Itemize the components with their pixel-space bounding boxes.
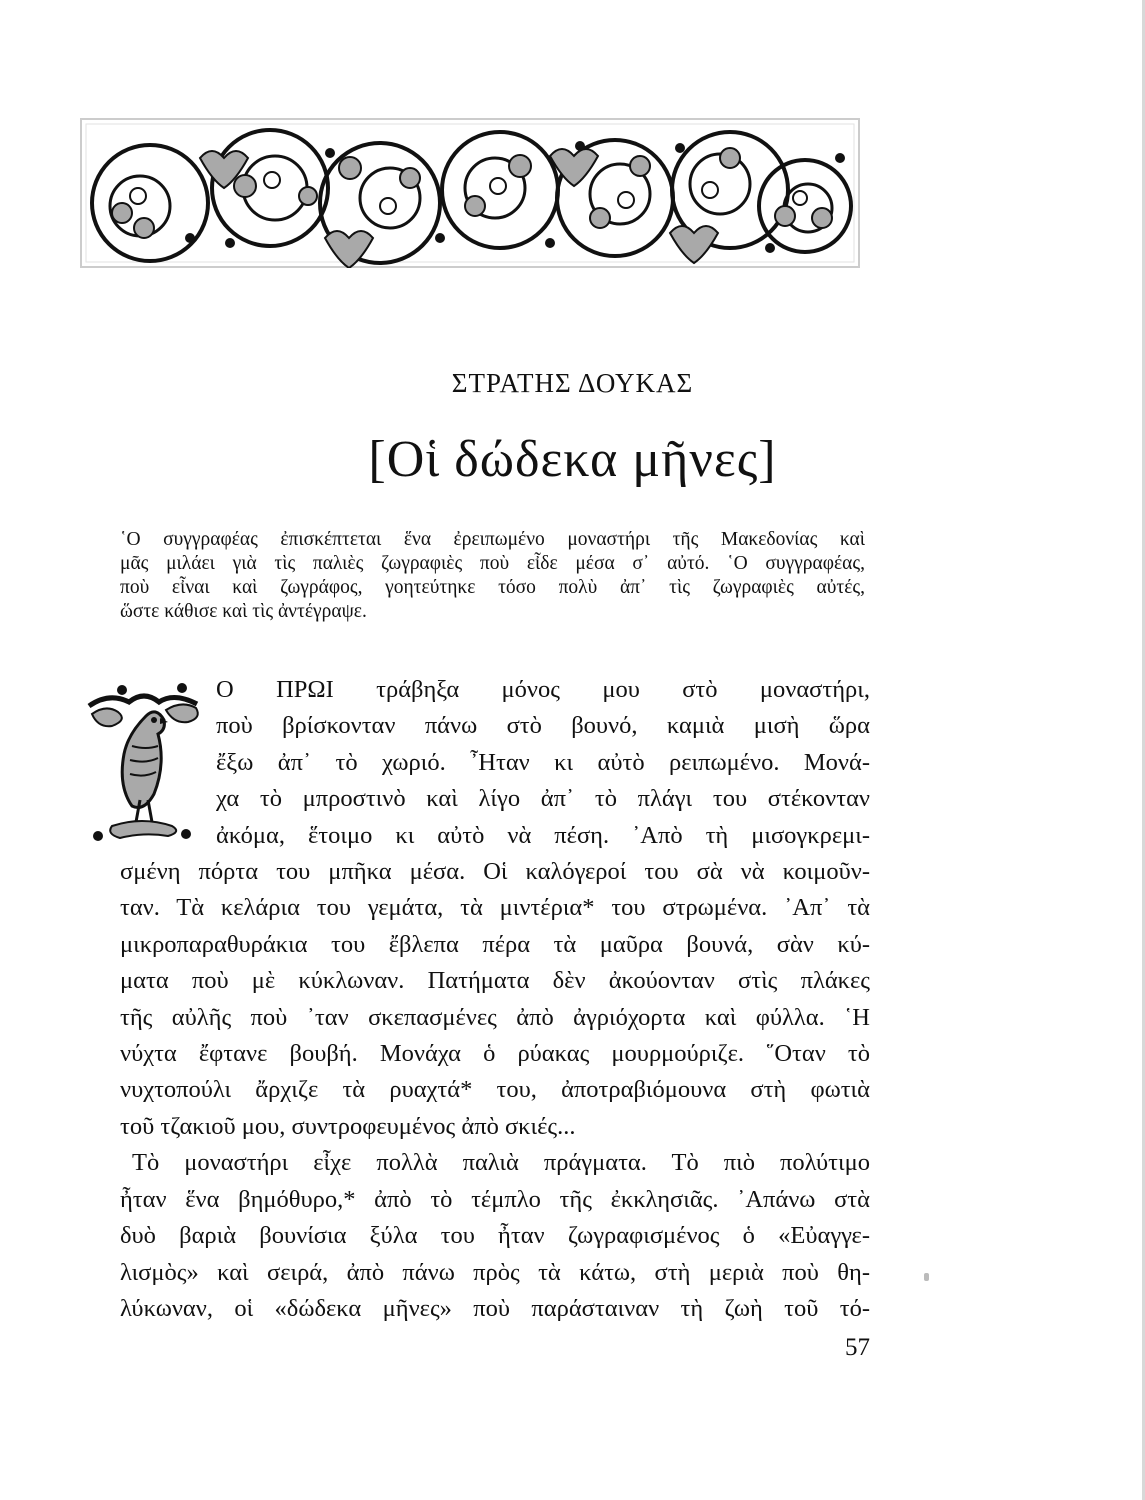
margin-mark [924, 1273, 929, 1281]
body-line: σμένη πόρτα του μπῆκα μέσα. Οἱ καλόγεροί του σὰ νὰ κοιμοῦν- [120, 858, 870, 886]
body-line: ἦταν ἕνα βημόθυρο,* ἀπὸ τὸ τέμπλο τῆς ἐκκλησιᾶς. ᾽Απάνω στὰ [120, 1185, 870, 1213]
body-line: δυὸ βαριὰ βουνίσια ξύλα του ἦταν ζωγραφισμένος ὁ «Εὐαγγε- [120, 1222, 870, 1250]
body-line: Τὸ μοναστήρι εἶχε πολλὰ παλιὰ πράγματα. Τὸ πιὸ πολύτιμο [132, 1149, 870, 1177]
intro-line: ὥστε κάθισε καὶ τὶς ἀντέγραψε. [120, 601, 367, 622]
intro-line: ποὺ εἶναι καὶ ζωγράφος, γοητεύτηκε τόσο πολὺ ἀπ᾽ τὶς ζωγραφιὲς αὐτές, [120, 577, 865, 598]
body-line: μικροπαραθυράκια του ἔβλεπα πέρα τὰ μαῦρα βουνά, σὰν κύ- [120, 930, 870, 958]
ornament-band [80, 118, 860, 268]
body-line: Ο ΠΡΩΙ τράβηξα μόνος μου στὸ μοναστήρι, [216, 676, 870, 703]
body-line: νύχτα ἔφτανε βουβή. Μονάχα ὁ ρύακας μουρμούριζε. ῞Οταν τὸ [120, 1040, 870, 1068]
body-line: τῆς αὐλῆς ποὺ ᾽ταν σκεπασμένες ἀπὸ ἀγριόχορτα καὶ φύλλα. ῾Η [120, 1003, 870, 1031]
intro-paragraph [120, 528, 865, 624]
author-name: ΣΤΡΑΤΗΣ ΔΟΥΚΑΣ [451, 368, 694, 398]
body-line: χα τὸ μπροστινὸ καὶ λίγο ἀπ᾽ τὸ πλάγι του στέκονταν [216, 785, 870, 813]
body-line: ματα ποὺ μὲ κύκλωναν. Πατήματα δὲν ἀκούονταν στὶς πλάκες [120, 967, 870, 995]
body-line: τοῦ τζακιοῦ μου, συντροφευμένος ἀπὸ σκιές... [120, 1112, 576, 1140]
body-line: λύκωναν, οἱ «δώδεκα μῆνες» ποὺ παράσταιναν τὴ ζωὴ τοῦ τό- [120, 1294, 870, 1322]
body-line: ταν. Τὰ κελάρια του γεμάτα, τὰ μιντέρια* του στρωμένα. ᾽Απ᾽ τὰ [120, 894, 870, 922]
body-line: ποὺ βρίσκονταν πάνω στὸ βουνό, καμιὰ μισὴ ὥρα [216, 712, 870, 740]
page-number: 57 [845, 1334, 870, 1361]
page-title: [Οἱ δώδεκα μῆνες] [368, 431, 777, 488]
body-text [120, 672, 870, 1327]
intro-line: μᾶς μιλάει γιὰ τὶς παλιὲς ζωγραφιὲς ποὺ εἶδε μέσα σ᾽ αὐτό. ῾Ο συγγραφέας, [120, 553, 865, 574]
body-line: λισμὸς» καὶ σειρά, ἀπὸ πάνω πρὸς τὰ κάτω, στὴ μεριὰ ποὺ θη- [120, 1258, 870, 1286]
body-line: ἔξω ἀπ᾽ τὸ χωριό. ῏Ηταν κι αὐτὸ ρειπωμένο. Μονά- [216, 748, 870, 776]
body-line: νυχτοπούλι ἄρχιζε τὰ ρυαχτά* του, ἀποτραβιόμουνα στὴ φωτιὰ [120, 1076, 870, 1104]
intro-line: ῾Ο συγγραφέας ἐπισκέπτεται ἕνα ἐρειπωμένο μοναστήρι τῆς Μακεδονίας καὶ [120, 529, 865, 550]
body-line: ἀκόμα, ἕτοιμο κι αὐτὸ νὰ πέση. ᾽Απὸ τὴ μισογκρεμι- [216, 821, 870, 849]
